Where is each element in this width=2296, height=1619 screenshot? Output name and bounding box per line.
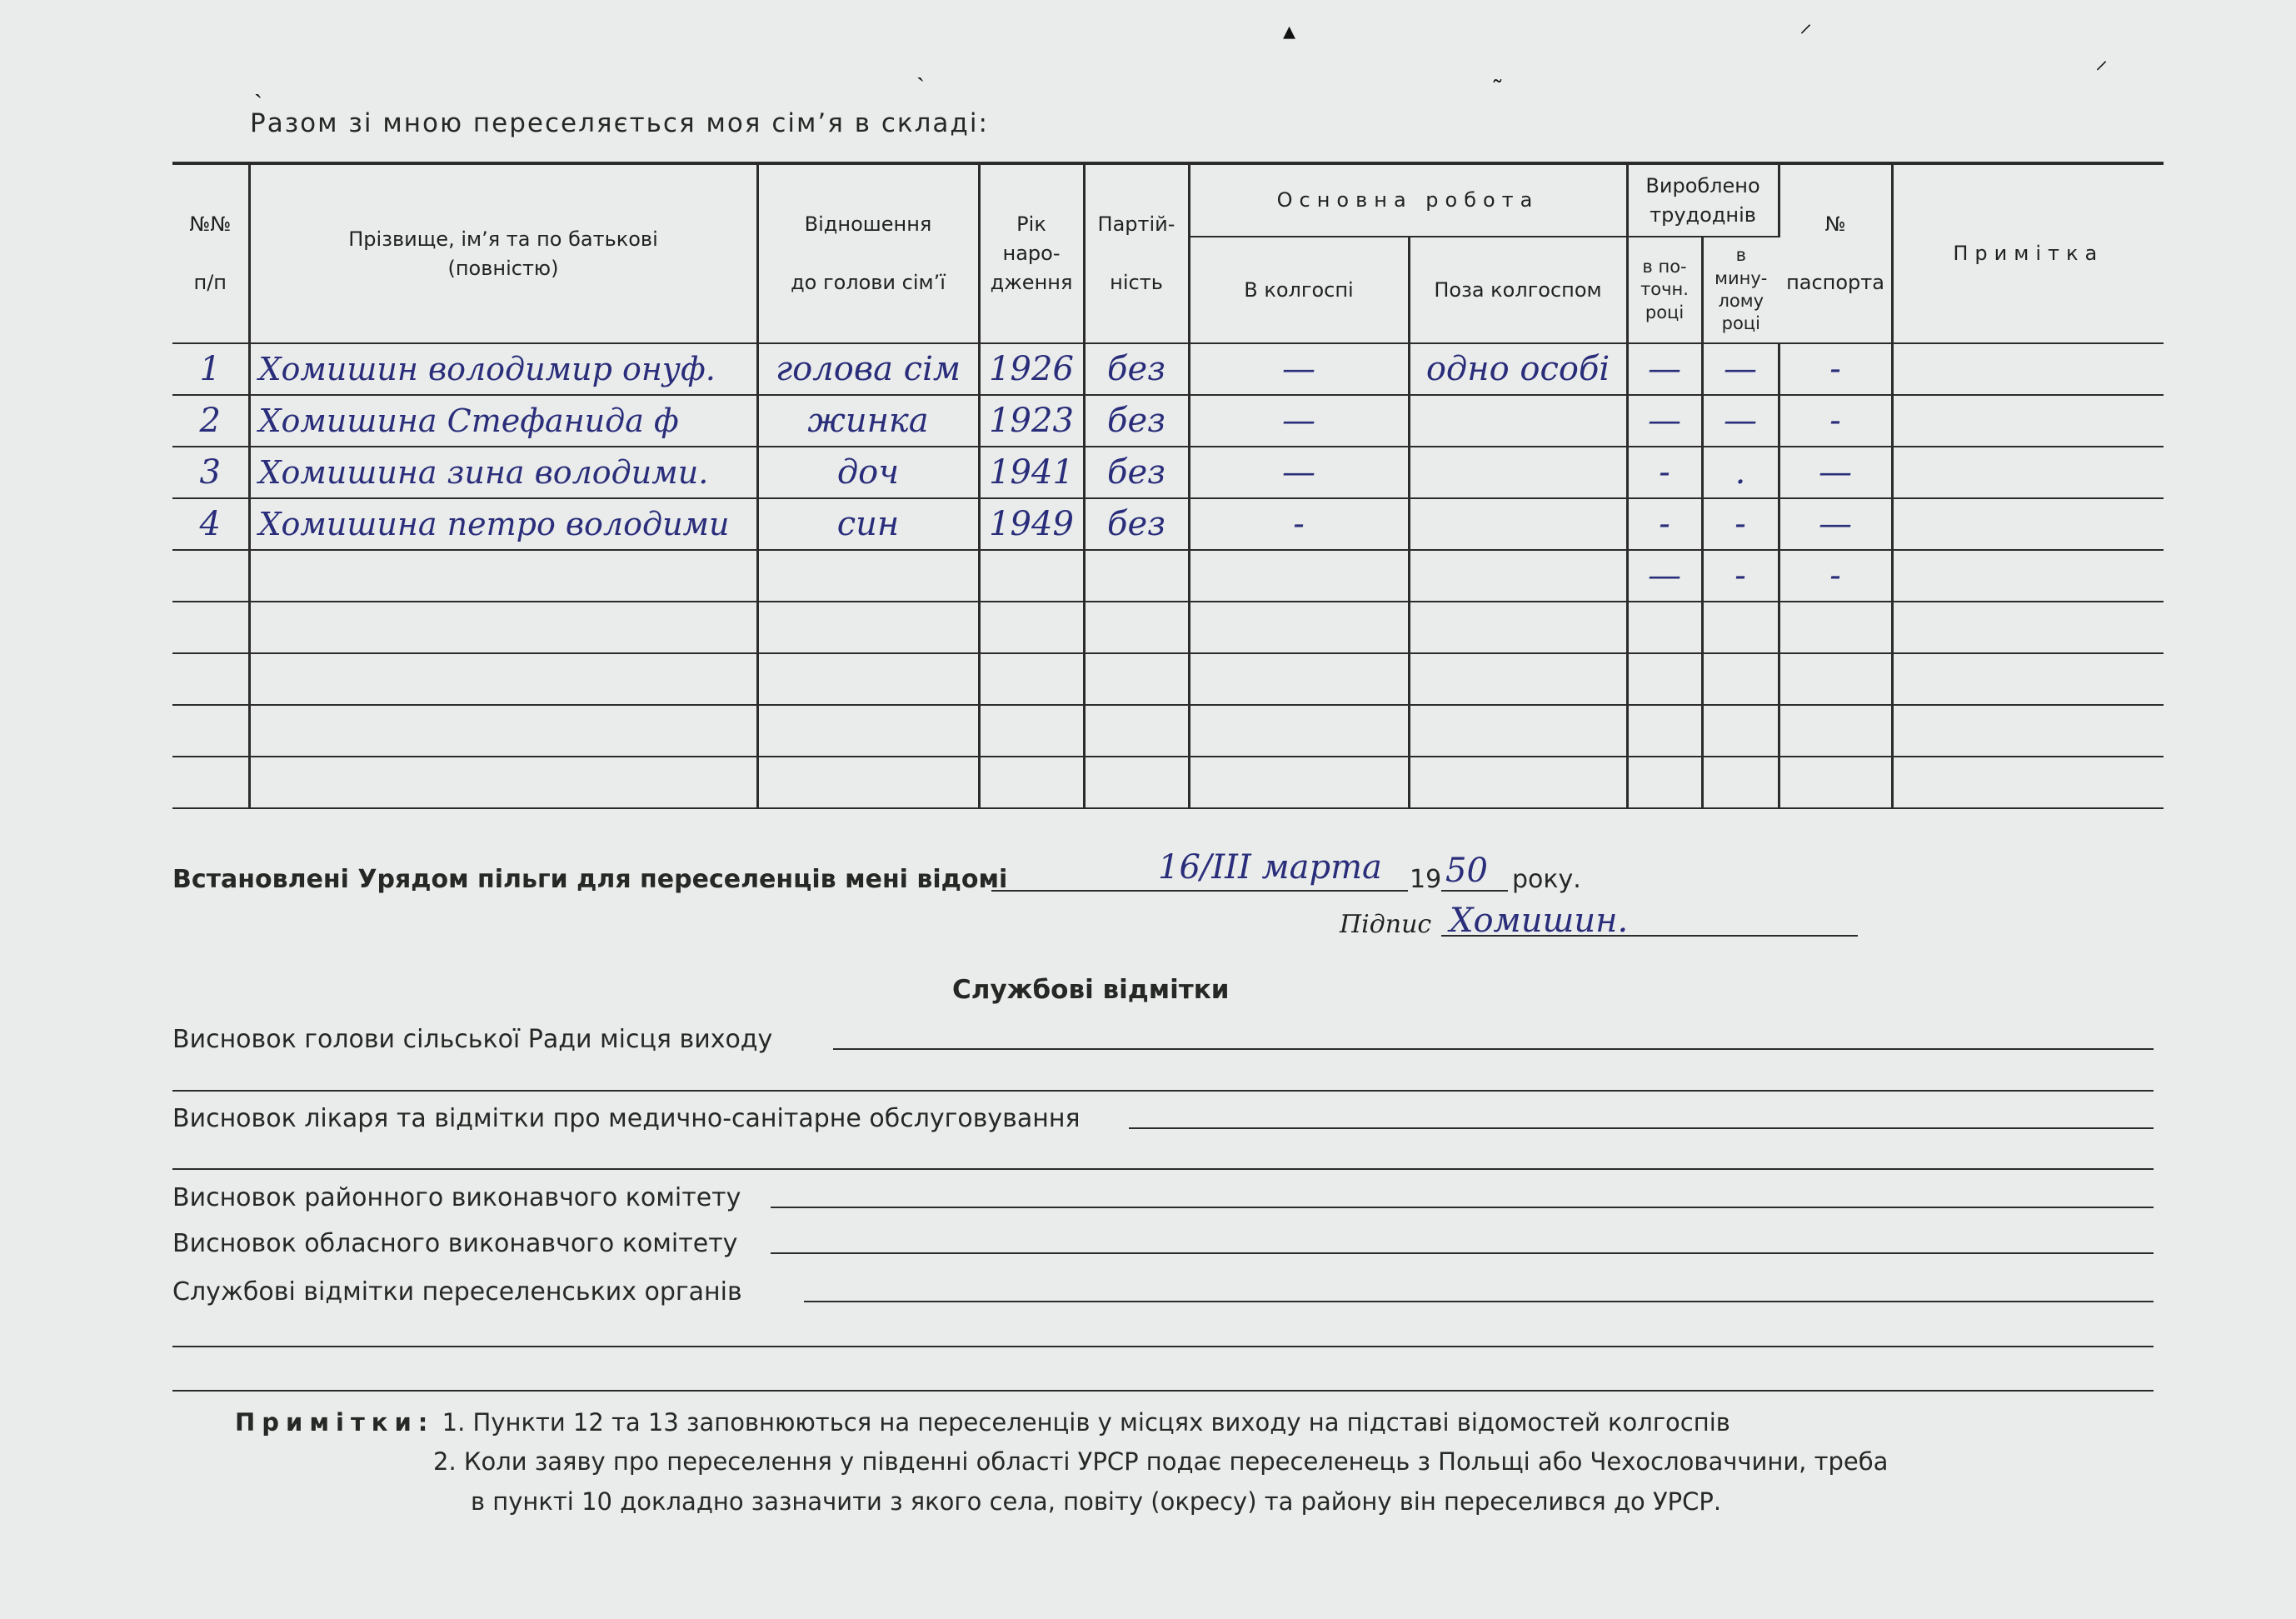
relation-cell (757, 653, 979, 705)
work-outside-cell (1409, 550, 1627, 602)
birth-year-cell: 1923 (979, 395, 1084, 447)
workdays-current-cell: — (1627, 395, 1702, 447)
table-row (172, 447, 2164, 498)
work-kolhosp-cell: — (1189, 343, 1409, 395)
note-cell (1892, 343, 2164, 395)
row-number-cell (172, 550, 249, 602)
relation-cell: голова сім (757, 343, 979, 395)
service-item-resettlement: Службові відмітки переселенських органів (172, 1277, 742, 1307)
workdays-current-cell: — (1627, 343, 1702, 395)
person-name-cell (249, 705, 757, 757)
header-past-year: в мину- лому році (1702, 237, 1779, 343)
header-relation: Відношення до голови сім’ї (757, 163, 979, 343)
passport-number-cell (1779, 757, 1892, 808)
staple-mark: ˏ (254, 70, 262, 99)
note-cell (1892, 550, 2164, 602)
year-suffix: року. (1512, 865, 1581, 894)
service-line (172, 1390, 2154, 1392)
work-kolhosp-cell (1189, 705, 1409, 757)
intro-text: Разом зі мною переселяється моя сім’я в складі: (250, 108, 989, 138)
service-line (1129, 1127, 2154, 1129)
note-cell (1892, 705, 2164, 757)
service-line (771, 1207, 2154, 1208)
table-row (172, 757, 2164, 808)
passport-number-cell (1779, 602, 1892, 653)
passport-number-cell: - (1779, 550, 1892, 602)
workdays-past-cell (1702, 653, 1779, 705)
work-outside-cell (1409, 447, 1627, 498)
year-prefix: 19 (1410, 865, 1442, 894)
note-cell (1892, 757, 2164, 808)
benefits-label: Встановлені Урядом пільги для переселенців мені відомі (172, 865, 1008, 894)
party-cell (1084, 602, 1189, 653)
work-kolhosp-cell (1189, 602, 1409, 653)
passport-number-cell (1779, 653, 1892, 705)
service-line (833, 1048, 2154, 1050)
header-name: Прізвище, ім’я та по батькові (повністю) (249, 163, 757, 343)
work-outside-cell (1409, 498, 1627, 550)
header-in-kolhosp: В колгоспі (1189, 237, 1409, 343)
header-party: Партій- ність (1084, 163, 1189, 343)
note-2a: 2. Коли заяву про переселення у південні області УРСР подає переселенець з Польщі або Чехословаччини, треба (433, 1447, 1889, 1476)
workdays-past-cell: — (1702, 395, 1779, 447)
note-cell (1892, 498, 2164, 550)
birth-year-cell (979, 550, 1084, 602)
relation-cell (757, 705, 979, 757)
notes-block (235, 1404, 1730, 1442)
header-birth-year: Рік наро- дження (979, 163, 1084, 343)
note-1: 1. Пункти 12 та 13 заповнюються на переселенців у місцях виходу на підставі відомостей колгоспів (442, 1408, 1730, 1437)
row-number-cell (172, 757, 249, 808)
staple-mark: ▴ (1283, 17, 1296, 46)
service-item-district: Висновок районного виконавчого комітету (172, 1183, 741, 1212)
passport-number-cell (1779, 705, 1892, 757)
party-cell: без (1084, 447, 1189, 498)
table-row (172, 602, 2164, 653)
service-item-region: Висновок обласного виконавчого комітету (172, 1229, 738, 1258)
party-cell (1084, 550, 1189, 602)
birth-year-cell (979, 757, 1084, 808)
family-table (172, 162, 2164, 809)
relation-cell (757, 550, 979, 602)
relation-cell (757, 602, 979, 653)
party-cell: без (1084, 343, 1189, 395)
header-workdays: Вироблено трудоднів (1627, 163, 1779, 237)
workdays-past-cell (1702, 757, 1779, 808)
person-name-cell: Хомишина зина володими. (249, 447, 757, 498)
workdays-current-cell: - (1627, 447, 1702, 498)
staple-mark: ⸝ (2095, 46, 2108, 75)
row-number-cell (172, 602, 249, 653)
birth-year-cell (979, 602, 1084, 653)
service-line (172, 1346, 2154, 1347)
birth-year-cell (979, 705, 1084, 757)
year-line (1441, 890, 1508, 892)
work-outside-cell (1409, 395, 1627, 447)
person-name-cell (249, 602, 757, 653)
note-cell (1892, 395, 2164, 447)
person-name-cell: Хомишина Стефанида ф (249, 395, 757, 447)
note-2b: в пункті 10 докладно зазначити з якого села, повіту (окресу) та району він переселився до УРСР. (471, 1487, 1722, 1516)
work-outside-cell (1409, 757, 1627, 808)
signature-handwritten: Хомишин. (1450, 902, 1629, 940)
person-name-cell (249, 757, 757, 808)
header-num: №№ п/п (172, 163, 249, 343)
workdays-past-cell: - (1702, 550, 1779, 602)
work-kolhosp-cell (1189, 757, 1409, 808)
service-line (172, 1168, 2154, 1170)
workdays-current-cell: - (1627, 498, 1702, 550)
workdays-current-cell (1627, 602, 1702, 653)
note-cell (1892, 602, 2164, 653)
year-handwritten: 50 (1445, 852, 1488, 890)
workdays-past-cell: - (1702, 498, 1779, 550)
birth-year-cell (979, 653, 1084, 705)
header-outside-kolhosp: Поза колгоспом (1409, 237, 1627, 343)
notes-title: Примітки: (235, 1408, 435, 1437)
signature-label: Підпис (1340, 910, 1432, 939)
header-passport: № паспорта (1779, 163, 1892, 343)
work-kolhosp-cell: - (1189, 498, 1409, 550)
work-kolhosp-cell: — (1189, 447, 1409, 498)
row-number-cell (172, 653, 249, 705)
work-outside-cell (1409, 602, 1627, 653)
party-cell: без (1084, 498, 1189, 550)
signature-line (1441, 935, 1858, 937)
person-name-cell (249, 653, 757, 705)
passport-number-cell: - (1779, 343, 1892, 395)
date-handwritten: 16/III марта (1158, 848, 1382, 887)
passport-number-cell: — (1779, 498, 1892, 550)
table-row (172, 705, 2164, 757)
service-line (771, 1252, 2154, 1254)
relation-cell (757, 757, 979, 808)
passport-number-cell: - (1779, 395, 1892, 447)
party-cell (1084, 705, 1189, 757)
table-row (172, 343, 2164, 395)
person-name-cell: Хомишина петро володими (249, 498, 757, 550)
workdays-current-cell (1627, 757, 1702, 808)
birth-year-cell: 1949 (979, 498, 1084, 550)
relation-cell: жинка (757, 395, 979, 447)
birth-year-cell: 1941 (979, 447, 1084, 498)
person-name-cell (249, 550, 757, 602)
person-name-cell: Хомишин володимир онуф. (249, 343, 757, 395)
workdays-current-cell (1627, 653, 1702, 705)
table-row (172, 498, 2164, 550)
row-number-cell: 3 (172, 447, 249, 498)
work-outside-cell (1409, 653, 1627, 705)
party-cell (1084, 653, 1189, 705)
relation-cell: доч (757, 447, 979, 498)
service-line (804, 1301, 2154, 1302)
work-outside-cell (1409, 705, 1627, 757)
header-main-work: Основна робота (1189, 163, 1627, 237)
workdays-current-cell (1627, 705, 1702, 757)
party-cell (1084, 757, 1189, 808)
staple-mark: ˷ (1491, 55, 1504, 84)
service-line (172, 1090, 2154, 1092)
staple-mark: ⸝ (1799, 9, 1812, 38)
benefits-line (991, 890, 1408, 892)
service-item-village: Висновок голови сільської Ради місця виходу (172, 1025, 773, 1054)
service-title: Службові відмітки (952, 975, 1230, 1005)
row-number-cell: 1 (172, 343, 249, 395)
header-current-year: в по- точн. році (1627, 237, 1702, 343)
row-number-cell: 4 (172, 498, 249, 550)
staple-mark: ˎ (916, 53, 925, 82)
note-cell (1892, 653, 2164, 705)
workdays-past-cell: . (1702, 447, 1779, 498)
table-row (172, 653, 2164, 705)
workdays-past-cell (1702, 602, 1779, 653)
work-kolhosp-cell (1189, 550, 1409, 602)
row-number-cell (172, 705, 249, 757)
relation-cell: син (757, 498, 979, 550)
row-number-cell: 2 (172, 395, 249, 447)
table-row (172, 395, 2164, 447)
note-cell (1892, 447, 2164, 498)
service-item-doctor: Висновок лікаря та відмітки про медично-санітарне обслуговування (172, 1104, 1081, 1133)
workdays-past-cell (1702, 705, 1779, 757)
passport-number-cell: — (1779, 447, 1892, 498)
workdays-past-cell: — (1702, 343, 1779, 395)
header-note: Примітка (1892, 163, 2164, 343)
birth-year-cell: 1926 (979, 343, 1084, 395)
work-kolhosp-cell (1189, 653, 1409, 705)
workdays-current-cell: — (1627, 550, 1702, 602)
table-row (172, 550, 2164, 602)
party-cell: без (1084, 395, 1189, 447)
work-outside-cell: одно особі (1409, 343, 1627, 395)
work-kolhosp-cell: — (1189, 395, 1409, 447)
